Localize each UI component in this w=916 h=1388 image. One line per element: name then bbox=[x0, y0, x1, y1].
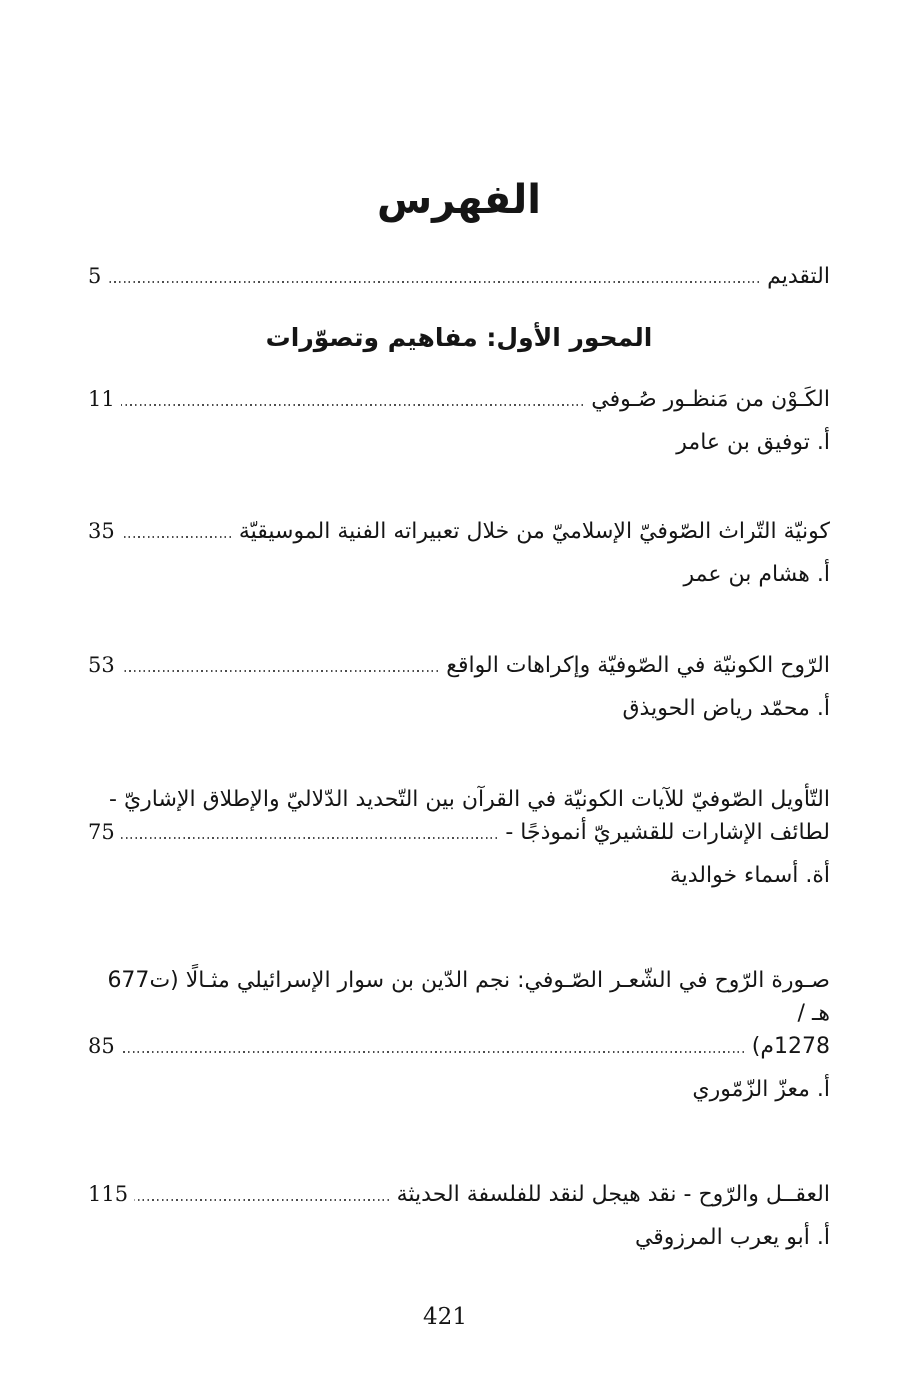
toc-entry-last-line bbox=[88, 816, 830, 849]
entry-title: الكَـوْن من مَنظـور صُـوفي bbox=[591, 386, 830, 412]
entry-title-line1: صـورة الرّوح في الشّعـر الصّـوفي: نجم الدّين بن سوار الإسرائيلي مثـالًا (ت677 هـ / bbox=[107, 967, 830, 1026]
entry-title-line2: لطائف الإشارات للقشيريّ أنموذجًا - bbox=[505, 819, 830, 845]
dot-leader bbox=[121, 837, 498, 839]
toc-intro-row bbox=[88, 260, 830, 293]
entry-title: العقــل والرّوح - نقد هيجل لنقد للفلسفة الحديثة bbox=[396, 1181, 830, 1207]
entry-page-number: 85 bbox=[88, 1033, 115, 1058]
dot-leader bbox=[107, 281, 759, 283]
intro-page-number: 5 bbox=[88, 264, 102, 288]
dot-leader bbox=[121, 404, 584, 406]
entry-page-number: 53 bbox=[88, 652, 115, 677]
entry-author: أ. توفيق بن عامر bbox=[676, 429, 830, 455]
entry-author: أة. أسماء خوالدية bbox=[669, 862, 830, 888]
section-heading: المحور الأول: مفاهيم وتصوّرات bbox=[265, 323, 653, 352]
entry-title-line2: 1278م) bbox=[751, 1033, 830, 1059]
entry-page-number: 75 bbox=[88, 819, 115, 844]
entry-page-number: 35 bbox=[88, 518, 115, 543]
entry-title: كونيّة التّراث الصّوفيّ الإسلاميّ من خلال تعبيراته الفنية الموسيقيّة bbox=[238, 518, 830, 544]
intro-label: التقديم bbox=[767, 264, 830, 289]
entry-page-number: 11 bbox=[88, 386, 115, 411]
dot-leader bbox=[121, 670, 439, 672]
toc-entry bbox=[88, 649, 830, 682]
page-title: الفهرس bbox=[376, 177, 541, 223]
entry-page-number: 115 bbox=[88, 1181, 129, 1206]
dot-leader bbox=[121, 1051, 744, 1053]
entry-title: الرّوح الكونيّة في الصّوفيّة وإكراهات الواقع bbox=[446, 652, 830, 678]
toc-entry bbox=[88, 1178, 830, 1211]
dot-leader bbox=[121, 536, 231, 538]
entry-author: أ. أبو يعرب المرزوقي bbox=[634, 1224, 830, 1250]
toc-entry bbox=[88, 515, 830, 548]
dot-leader bbox=[134, 1199, 389, 1201]
entry-author: أ. محمّد رياض الحويذق bbox=[622, 695, 830, 721]
entry-author: أ. معزّ الزّمّوري bbox=[692, 1076, 830, 1102]
toc-entry-last-line bbox=[88, 1030, 830, 1063]
footer-page-number: 421 bbox=[423, 1304, 467, 1330]
toc-entry bbox=[88, 383, 830, 416]
toc-entry bbox=[88, 783, 830, 849]
entry-title-line1: التّأويل الصّوفيّ للآيات الكونيّة في القرآن بين التّحديد الدّلاليّ والإطلاق الإشاريّ - bbox=[109, 786, 830, 812]
entry-author: أ. هشام بن عمر bbox=[683, 561, 830, 587]
toc-entry bbox=[88, 964, 830, 1063]
